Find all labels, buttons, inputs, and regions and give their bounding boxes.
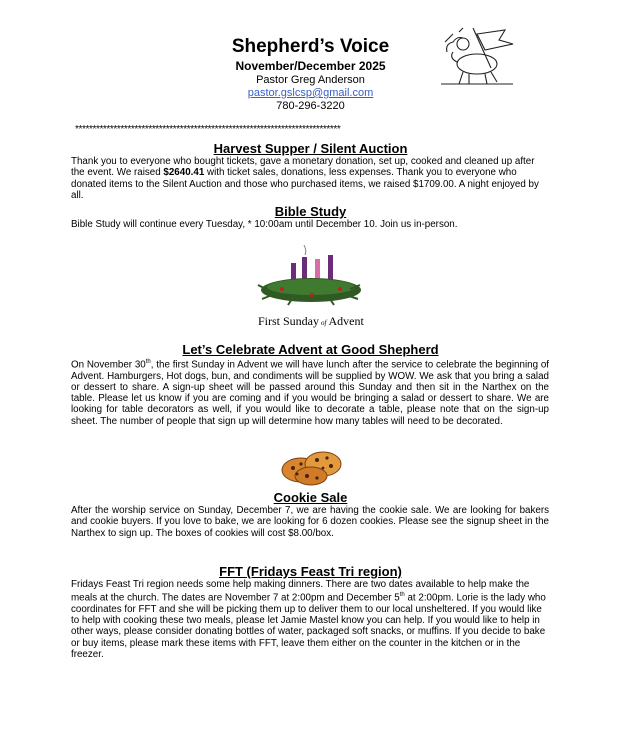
fft-sup: th <box>399 592 405 599</box>
advent-sup: th <box>145 359 151 365</box>
page-title: Shepherd’s Voice <box>231 36 390 57</box>
phone-number: 780-296-3220 <box>276 100 345 112</box>
pastor-name: Pastor Greg Anderson <box>256 74 365 86</box>
divider-stars: **************************************************************************** <box>75 124 341 135</box>
advent-text-a: On November 30 <box>71 359 146 371</box>
fft-heading: FFT (Fridays Feast Tri region) <box>219 564 402 579</box>
harvest-text-b: with ticket sales, donations, less expenses. Thank you to everyone who donated items to the Silent Auction and those who purchased items, we raised $1709.00. A night enjoyed by all. <box>71 167 539 201</box>
cookie-paragraph: After the worship service on Sunday, December 7, we are having the cookie sale. We are looking for bakers and cookie buyers. If you love to bake, we are looking for 6 dozen cookies. Please see the signup sheet in the Narthex to sign up. The boxes of cookies will cost $8.00/box. <box>71 505 549 539</box>
cookie-heading: Cookie Sale <box>273 490 348 505</box>
fft-paragraph <box>71 579 549 660</box>
harvest-text-a: Thank you to everyone who bought tickets, gave a monetary donation, set up, cooked and cleaned up after the event. We raised <box>71 156 535 179</box>
advent-heading: Let’s Celebrate Advent at Good Shepherd <box>182 342 439 357</box>
harvest-paragraph <box>71 156 549 201</box>
advent-wreath-icon <box>252 245 370 329</box>
lamb-with-banner-icon <box>433 24 521 88</box>
advent-text-b: , the first Sunday in Advent we will have lunch after the service to celebrate the beginning of Advent. Hamburgers, Hot dogs, bun, and condiments will be supplied by WOW. We ask that you bring a salad or dessert to share. A sign-up sheet will be passed around this Sunday and then sit in the Narthex on the table. Please let us know if you are coming and if you would be bringing a salad or dessert to share. We are looking for table decorators as well, if you would like to decorate a table, please note that on the sign-up sheet. The number of people that sign up will determine how many tables will need to be decorated. <box>71 359 549 427</box>
bible-paragraph: Bible Study will continue every Tuesday, * 10:00am until December 10. Join us in-person. <box>71 219 458 230</box>
harvest-heading: Harvest Supper / Silent Auction <box>213 141 408 156</box>
advent-paragraph <box>71 357 549 427</box>
fft-text-b: at 2:00pm. Lorie is the lady who coordinates for FFT and she will be picking them up to deliver them to our local unsheltered. If you would like to help with cooking these two meals, please let Jamie Mastel know you can help. If you would like to help in other ways, please consider donating bottles of water, packaged soft snacks, or muffins. If you decide to bake or buy items, please mark these items with FFT, leave them either on the counter in the kitchen or in the freezer. <box>71 592 546 661</box>
harvest-amount: $2640.41 <box>163 167 205 179</box>
bible-heading: Bible Study <box>274 204 347 219</box>
wreath-caption: First Sunday of Advent <box>258 314 364 328</box>
email-line <box>0 87 621 99</box>
cookies-icon <box>279 444 343 486</box>
fft-text-a: Fridays Feast Tri region needs some help making dinners. There are two dates available to help make the meals at the church. The dates are November 7 at 2:00pm and December 5 <box>71 579 530 604</box>
email-link[interactable]: pastor.gslcsp@gmail.com <box>247 87 374 99</box>
issue-date: November/December 2025 <box>235 59 386 73</box>
